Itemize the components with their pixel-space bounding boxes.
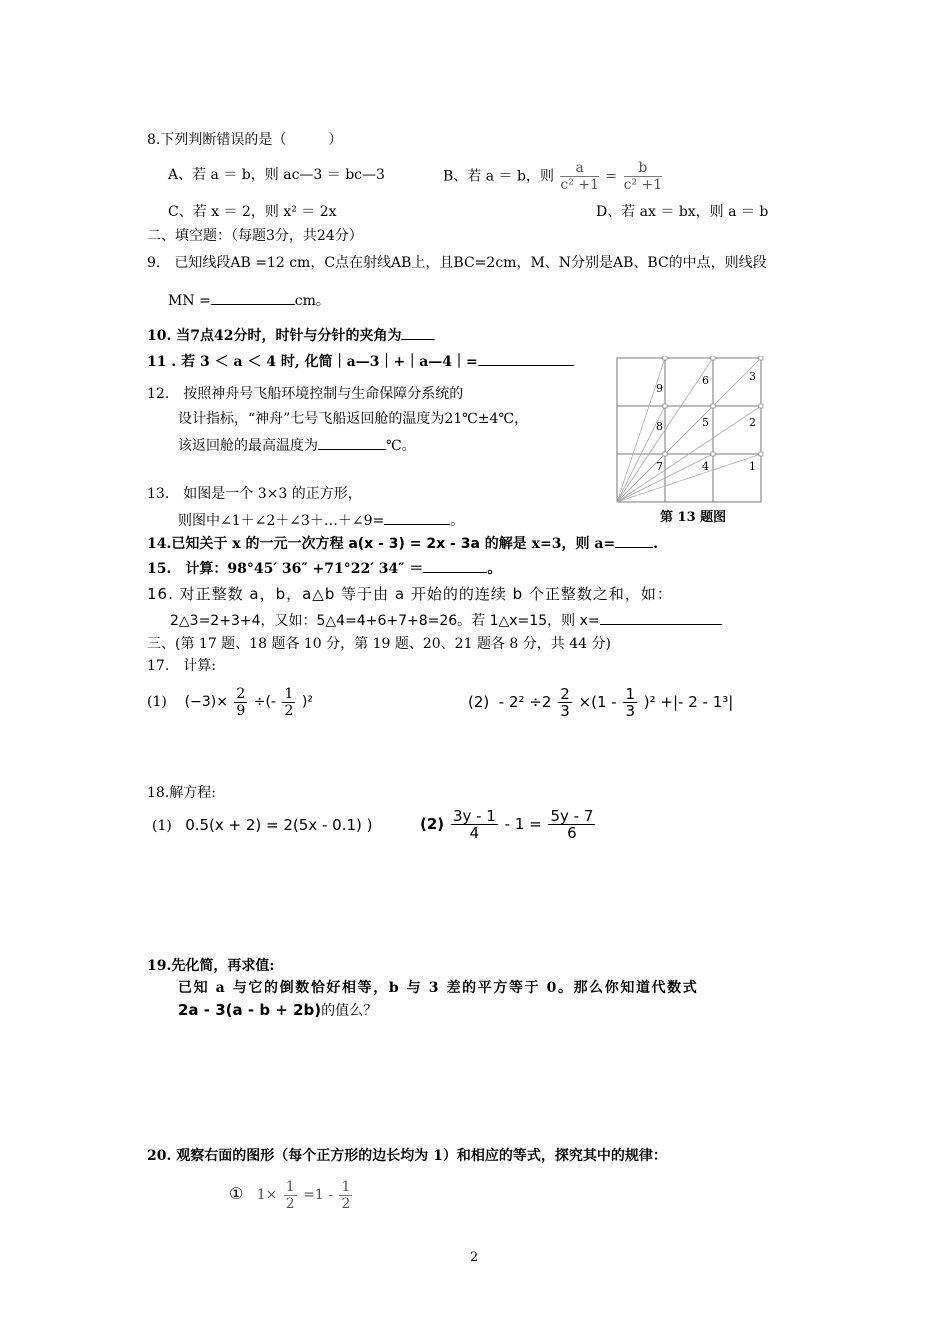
q9-line1: 9. 已知线段AB =12 cm，C点在射线AB上，且BC=2cm，M、N分别是AB、BC的中点，则线段	[147, 255, 767, 271]
q14: 14.已知关于 x 的一元一次方程 a(x - 3) = 2x - 3a 的解是 x=3，则 a= .	[147, 533, 658, 554]
angle-label: 1	[749, 460, 756, 473]
q8-option-b-prefix: B、若 a ＝ b，则	[443, 168, 554, 185]
q18-part2: (2) $\frac{3y - 1}{4}$ - 1 = $\frac{5y - 7}{6}$	[420, 807, 594, 842]
angle-label: 5	[702, 416, 709, 429]
fraction: $\frac{1}{2}$	[285, 1178, 295, 1212]
answer-blank[interactable]	[615, 533, 653, 548]
q18-part1: (1) 0.5(x + 2) = 2(5x - 0.1) )	[152, 816, 373, 834]
q8-stem: 8.下列判断错误的是（ ）	[147, 132, 343, 148]
q16-line1: 16. 对正整数 a，b，a△b 等于由 a 开始的的连续 b 个正整数之和，如：	[147, 585, 673, 603]
section-3-heading: 三、(第 17 题、18 题各 10 分，第 19 题、20、21 题各 8 分，共 44 分)	[147, 636, 611, 652]
q8-option-d: D、若 ax ＝ bx，则 a ＝ b	[596, 204, 769, 220]
q15: 15. 计算：98°45′ 36″ +71°22′ 34″ ＝ 。	[147, 558, 501, 579]
q17-part1: (1) (−3)× $\frac{2}{9}$ ÷(- $\frac{1}{2}$ )²	[147, 685, 313, 719]
q8-option-c: C、若 x ＝ 2，则 x² ＝ 2x	[168, 204, 337, 220]
fraction: $\frac{2}{9}$	[236, 685, 246, 719]
q16-line2: 2△3=2+3+4，又如：5△4=4+6+7+8=26。若 1△x=15，则 x=	[170, 610, 722, 631]
angle-label: 4	[702, 460, 709, 473]
answer-blank[interactable]	[478, 351, 574, 366]
angle-label: 3	[749, 370, 756, 383]
answer-blank[interactable]	[318, 435, 386, 450]
q19-title: 19.先化简，再求值:	[147, 958, 275, 974]
fraction: $\frac{a}{\text{c² +1}}$	[560, 160, 599, 193]
angle-label: 8	[656, 420, 663, 433]
q8-option-b: B、若 a ＝ b，则 $\frac{a}{\text{c² +1}}$ = $\frac{b}{\text{c² +1}}$	[443, 160, 663, 193]
page-number: 2	[470, 1250, 479, 1265]
q20-item-1: ① 1× $\frac{1}{2}$ =1 - $\frac{1}{2}$	[229, 1178, 351, 1212]
fraction: $\frac{3y - 1}{4}$	[452, 807, 496, 842]
q12-line1: 12. 按照神舟号飞船环境控制与生命保障分系统的	[147, 386, 464, 402]
figure-13-grid	[616, 356, 764, 506]
q13-line1: 13. 如图是一个 3×3 的正方形，	[147, 486, 362, 502]
fraction: $\frac{b}{\text{c² +1}}$	[623, 160, 663, 193]
q9-line2: MN = cm。	[168, 290, 330, 311]
angle-label: 7	[656, 460, 663, 473]
figure-13-caption: 第 13 题图	[660, 510, 727, 525]
q18-title: 18.解方程:	[147, 785, 216, 801]
fraction: $\frac{1}{2}$	[284, 685, 294, 719]
section-2-heading: 二、填空题：（每题3分，共24分）	[147, 228, 363, 244]
q13-line2: 则图中∠1＋∠2＋∠3＋…＋∠9= 。	[178, 510, 464, 531]
answer-blank[interactable]	[401, 325, 435, 340]
fraction: $\frac{2}{3}$	[560, 685, 570, 720]
q8-option-a: A、若 a ＝ b，则 ac—3 ＝ bc—3	[168, 167, 385, 183]
q17-title: 17. 计算:	[147, 658, 216, 674]
q14-equation: a(x - 3) = 2x - 3a	[348, 536, 480, 552]
q20-title: 20. 观察右面的图形（每个正方形的边长均为 1）和相应的等式，探究其中的规律：	[147, 1148, 667, 1164]
q12-line2: 设计指标，“神舟”七号飞船返回舱的温度为21℃±4℃，	[178, 411, 529, 427]
angle-label: 9	[656, 382, 663, 395]
fraction: $\frac{1}{2}$	[341, 1178, 351, 1212]
q11: 11 . 若 3 ＜ a ＜ 4 时, 化简｜a—3｜+｜a—4｜=	[147, 351, 574, 372]
answer-blank[interactable]	[211, 290, 295, 305]
q10: 10. 当7点42分时，时针与分针的夹角为	[147, 325, 435, 346]
angle-label: 6	[702, 374, 709, 387]
fraction: $\frac{1}{3}$	[625, 685, 636, 720]
answer-blank[interactable]	[600, 610, 722, 625]
answer-blank[interactable]	[384, 510, 450, 525]
q19-line1: 已知 a 与它的倒数恰好相等，b 与 3 差的平方等于 0。那么你知道代数式	[178, 980, 699, 996]
answer-blank[interactable]	[423, 558, 487, 573]
q12-line3: 该返回舱的最高温度为 ℃。	[178, 435, 416, 456]
q19-line2: 2a - 3(a - b + 2b)的值么？	[178, 1001, 378, 1019]
q17-part2: (2) - 2² ÷2 $\frac{2}{3}$ ×(1 - $\frac{1}{3}$ )² +|- 2 - 1³|	[468, 685, 734, 720]
angle-label: 2	[749, 416, 756, 429]
ray-line	[617, 454, 761, 502]
fraction: $\frac{5y - 7}{6}$	[550, 807, 594, 842]
